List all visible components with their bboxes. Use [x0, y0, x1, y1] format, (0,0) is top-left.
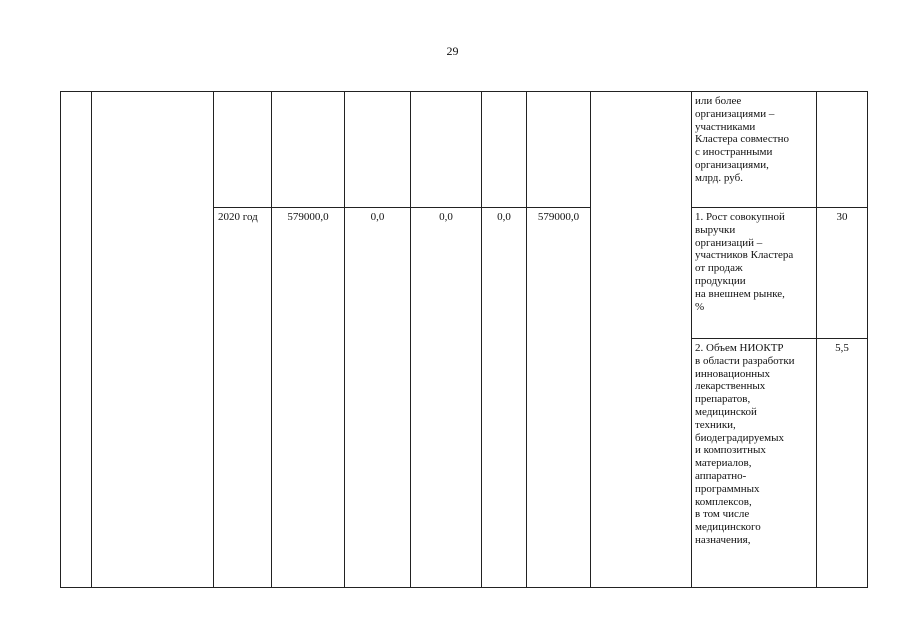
indicator-text: или более организациями – участниками Кластера совместно с иностранными организациями, млрд. руб. — [695, 95, 789, 184]
indicator-cell — [692, 339, 817, 588]
regional-cell — [411, 208, 482, 588]
col-number-cell — [61, 92, 92, 588]
target-value: 30 — [836, 211, 848, 223]
target-value: 5,5 — [835, 342, 849, 354]
year-value: 2020 год — [218, 211, 258, 223]
federal-value: 0,0 — [370, 211, 385, 223]
year-cell — [214, 208, 272, 588]
year-cell — [214, 92, 272, 208]
target-cell — [817, 339, 868, 588]
local-value: 0,0 — [497, 211, 511, 223]
table-row — [61, 92, 868, 208]
indicator-cell — [692, 208, 817, 339]
extrabudgetary-cell — [527, 92, 591, 208]
extrabudgetary-cell — [527, 208, 591, 588]
target-cell — [817, 208, 868, 339]
regional-cell — [411, 92, 482, 208]
indicator-text: 2. Объем НИОКТР в области разработки инновационных лекарственных препаратов, медицинской техники, биодеградируемых и композитных материалов, аппаратно- программных комплексов, в том числе медицинского назначения, — [695, 342, 795, 546]
budget-table — [60, 91, 868, 588]
local-cell — [482, 208, 527, 588]
target-value — [817, 92, 867, 95]
page-number: 29 — [446, 44, 459, 58]
indicator-text: 1. Рост совокупной выручки организаций – участников Кластера от продаж продукции на внешнем рынке, % — [695, 211, 794, 313]
executor-cell — [591, 92, 692, 588]
target-cell — [817, 92, 868, 208]
local-cell — [482, 92, 527, 208]
regional-value: 0,0 — [439, 211, 453, 223]
total-value: 579000,0 — [287, 211, 329, 223]
extrabudgetary-value: 579000,0 — [537, 211, 580, 223]
federal-cell — [345, 208, 411, 588]
indicator-cell — [692, 92, 817, 208]
federal-cell — [345, 92, 411, 208]
total-cell — [272, 208, 345, 588]
total-cell — [272, 92, 345, 208]
col-activity-cell — [92, 92, 214, 588]
